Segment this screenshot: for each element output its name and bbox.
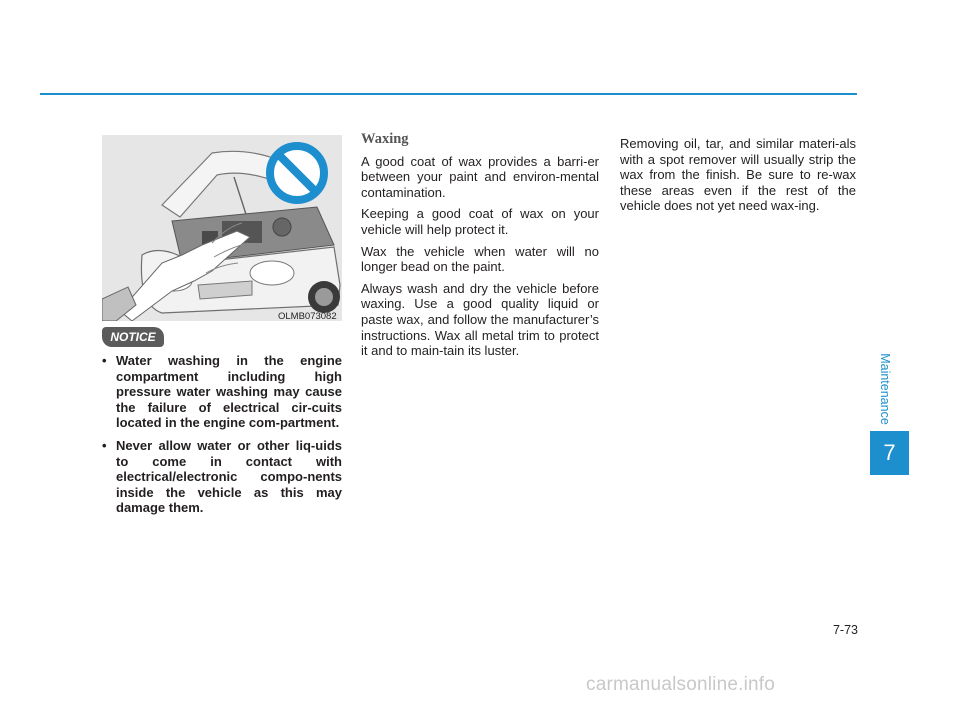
list-item <box>102 438 342 516</box>
wax-removal-paragraph: Removing oil, tar, and similar materi-als with a spot remover will usually strip the wax from the finish. Be sure to re-wax these areas even if the rest of the vehicle does not yet need wax-ing. <box>620 136 856 214</box>
waxing-heading: Waxing <box>361 131 409 147</box>
prohibition-sign-icon <box>270 146 324 200</box>
waxing-paragraph: Always wash and dry the vehicle before waxing. Use a good quality liquid or paste wax, and follow the manufacturer’s instructions. Wax all metal trim to protect it and to main-tain its luster. <box>361 280 599 359</box>
waxing-paragraph: A good coat of wax provides a barri-er between your paint and environ-mental contamination. <box>361 153 599 200</box>
figure-code: OLMB073082 <box>278 311 337 322</box>
list-item <box>102 353 342 431</box>
car-hood-open-icon <box>102 135 342 321</box>
bullet-icon: • <box>102 353 107 368</box>
bullet-icon: • <box>102 437 107 453</box>
waxing-paragraph: Keeping a good coat of wax on your vehicle will help protect it. <box>361 206 599 237</box>
section-label <box>870 353 900 425</box>
chapter-tab: 7 <box>870 431 909 475</box>
wax-removal-section <box>620 136 856 214</box>
notice-bullet-list <box>102 353 342 523</box>
notice-bullet-text: Water washing in the engine compartment including high pressure water washing may cause the failure of electrical cir-cuits located in the engine com-partment. <box>116 353 342 431</box>
notice-badge: NOTICE <box>102 327 164 347</box>
waxing-paragraph: Wax the vehicle when water will no longer bead on the paint. <box>361 243 599 275</box>
engine-wash-illustration <box>102 135 342 321</box>
waxing-section <box>361 132 599 365</box>
header-rule <box>40 93 857 95</box>
page-number: 7-73 <box>832 623 858 637</box>
section-label-text: Maintenance <box>878 353 892 425</box>
watermark: carmanualsonline.info <box>586 674 776 695</box>
notice-bullet-text: Never allow water or other liq-uids to come in contact with electrical/electronic compo-nents inside the vehicle as this may damage them. <box>116 437 342 516</box>
